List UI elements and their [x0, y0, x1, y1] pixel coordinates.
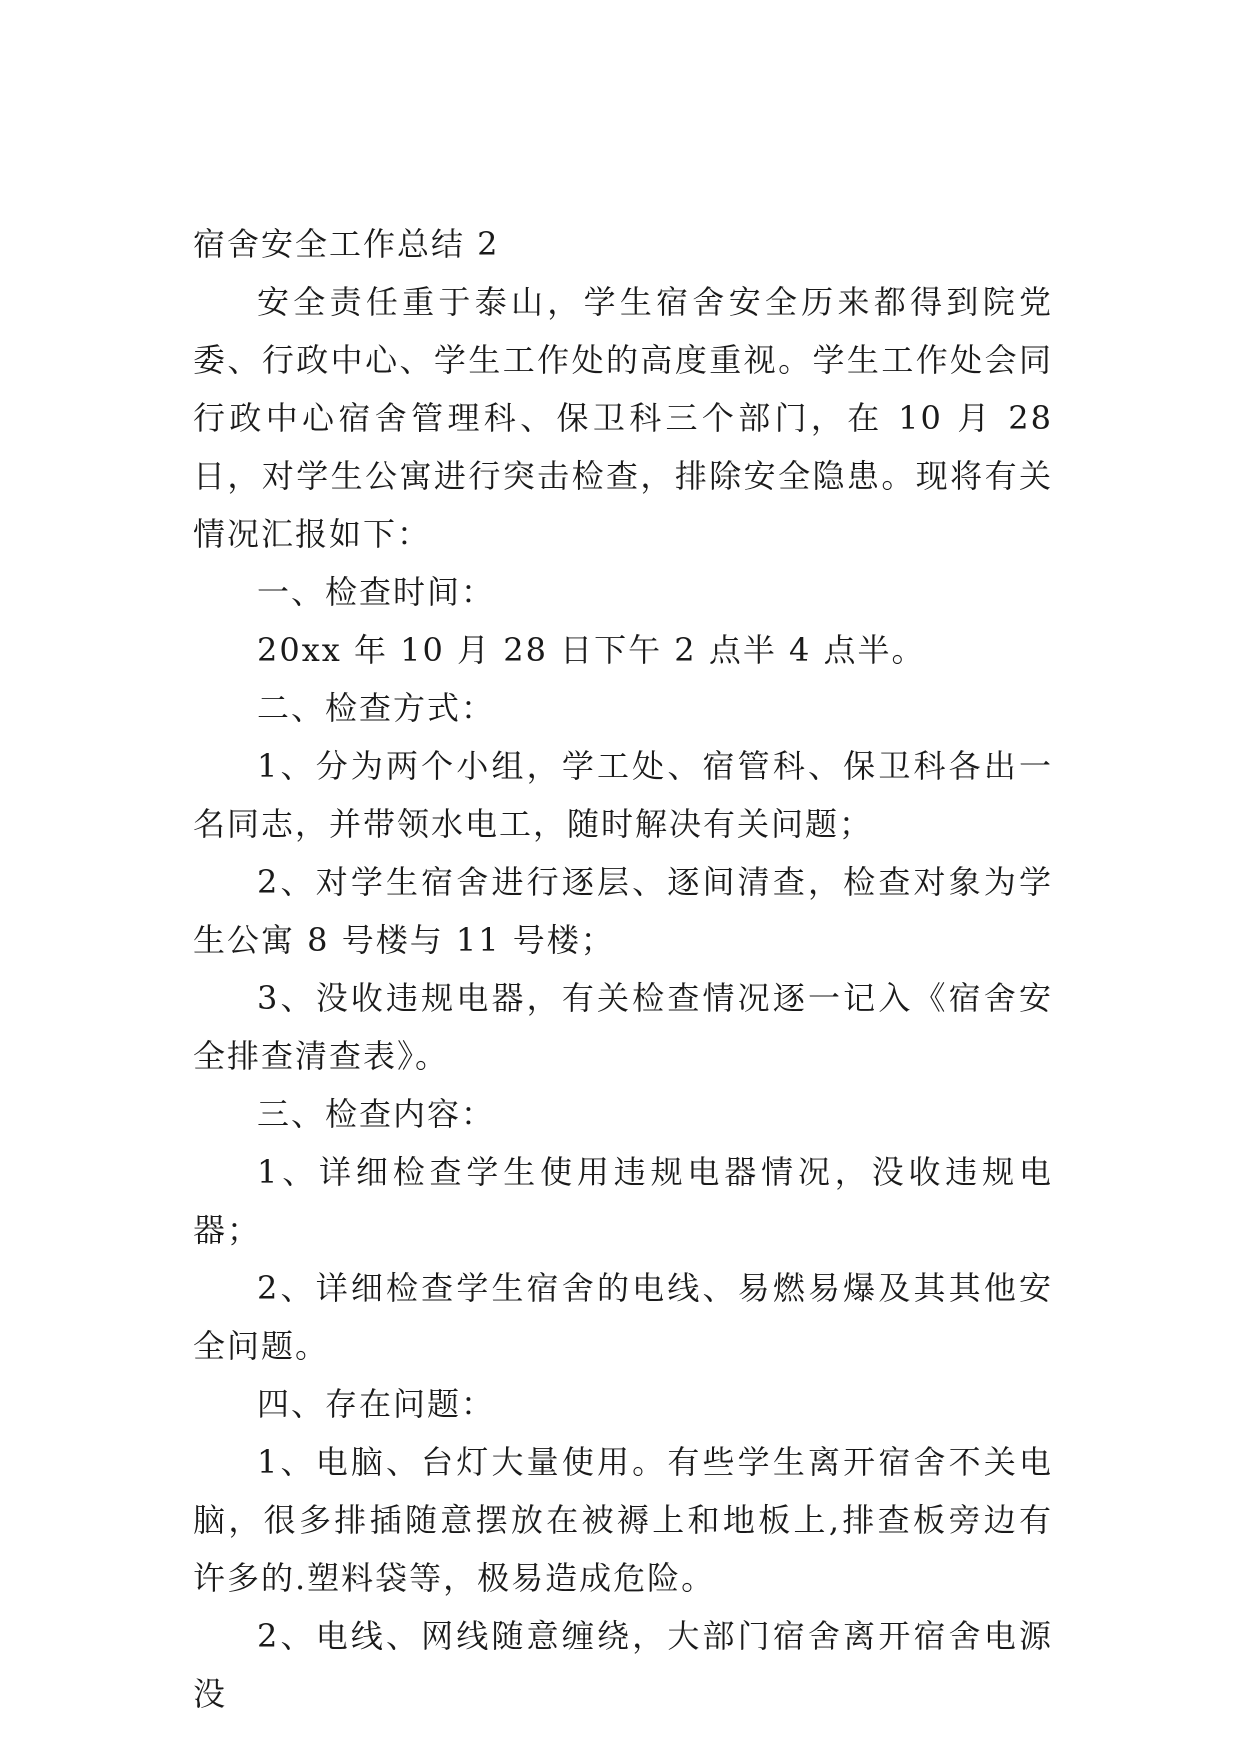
list-item-content-1: 1、详细检查学生使用违规电器情况，没收违规电器； [193, 1153, 1053, 1249]
list-item-method-2: 2、对学生宿舍进行逐层、逐间清查，检查对象为学生公寓 8 号楼与 11 号楼； [193, 863, 1053, 959]
list-item-content-2: 2、详细检查学生宿舍的电线、易燃易爆及其其他安全问题。 [193, 1269, 1053, 1365]
paragraph-intro: 安全责任重于泰山，学生宿舍安全历来都得到院党委、行政中心、学生工作处的高度重视。学生工作处会同行政中心宿舍管理科、保卫科三个部门，在 10 月 28 日，对学生公寓进行突击检查，排除安全隐患。现将有关情况汇报如下： [193, 283, 1053, 553]
heading-check-content: 三、检查内容： [257, 1095, 496, 1133]
list-item-method-3: 3、没收违规电器，有关检查情况逐一记入《宿舍安全排查清查表》。 [193, 979, 1053, 1075]
list-item-problem-2: 2、电线、网线随意缠绕，大部门宿舍离开宿舍电源没 [193, 1617, 1053, 1713]
list-item-problem-1: 1、电脑、台灯大量使用。有些学生离开宿舍不关电脑，很多排插随意摆放在被褥上和地板上,排查板旁边有许多的.塑料袋等，极易造成危险。 [193, 1443, 1053, 1597]
document-title: 宿舍安全工作总结 2 [193, 225, 500, 263]
paragraph-check-time: 20xx 年 10 月 28 日下午 2 点半 4 点半。 [257, 631, 926, 669]
list-item-method-1: 1、分为两个小组，学工处、宿管科、保卫科各出一名同志，并带领水电工，随时解决有关问题； [193, 747, 1053, 843]
document-body [193, 215, 1053, 1723]
heading-check-time: 一、检查时间： [257, 573, 496, 611]
heading-check-method: 二、检查方式： [257, 689, 496, 727]
heading-problems: 四、存在问题： [257, 1385, 496, 1423]
